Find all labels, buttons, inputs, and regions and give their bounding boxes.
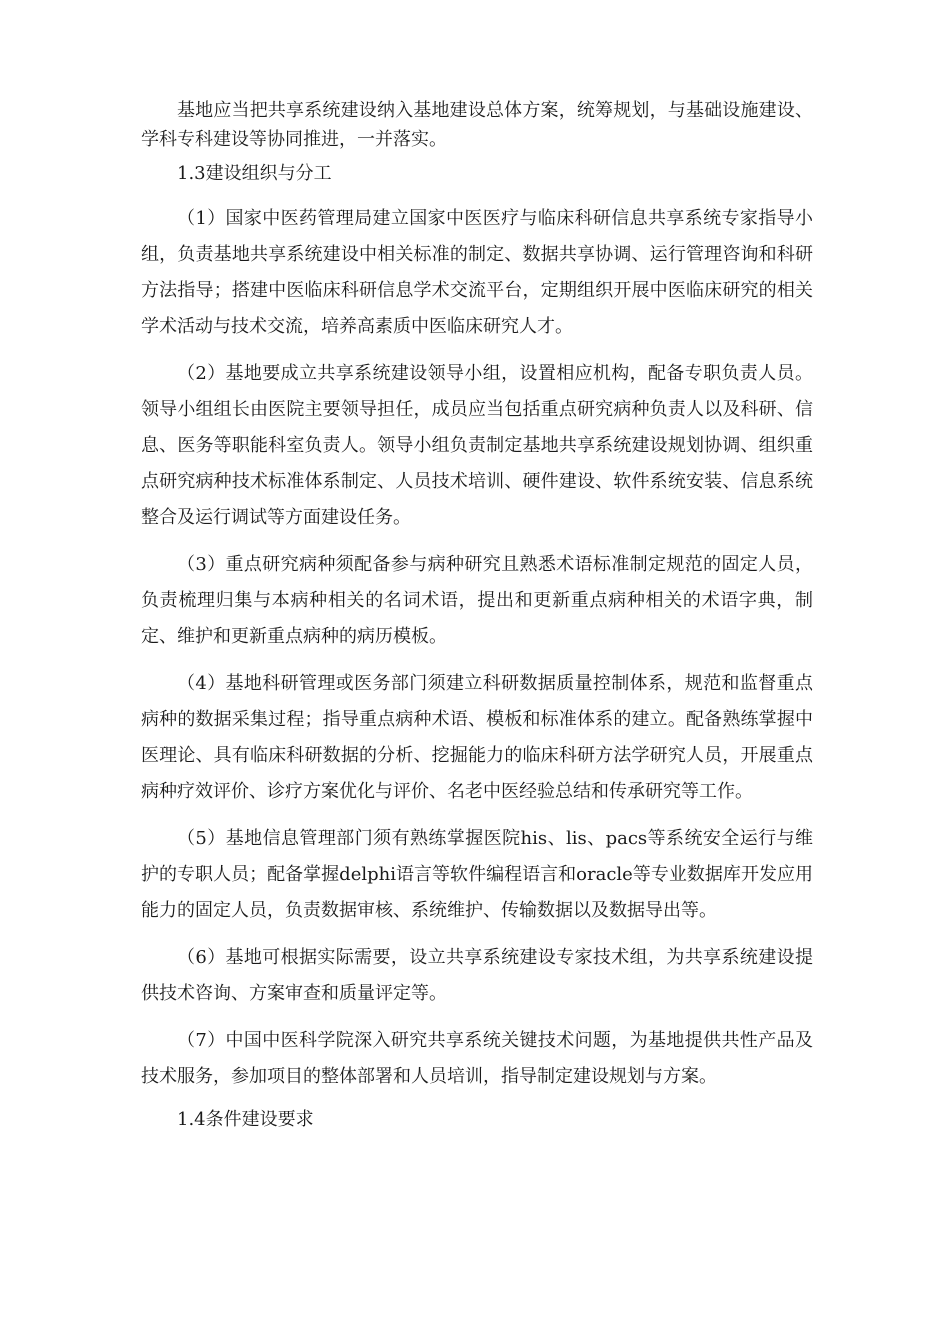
list-item-1: （1）国家中医药管理局建立国家中医医疗与临床科研信息共享系统专家指导小组，负责基地共享系统建设中相关标准的制定、数据共享协调、运行管理咨询和科研方法指导；搭建中医临床科研信息学术交流平台，定期组织开展中医临床研究的相关学术活动与技术交流，培养高素质中医临床研究人才。 <box>141 208 813 337</box>
intro-paragraph: 基地应当把共享系统建设纳入基地建设总体方案，统筹规划，与基础设施建设、学科专科建设等协同推进，一并落实。 <box>141 100 813 150</box>
list-item-3: （3）重点研究病种须配备参与病种研究且熟悉术语标准制定规范的固定人员，负责梳理归集与本病种相关的名词术语，提出和更新重点病种相关的术语字典，制定、维护和更新重点病种的病历模板。 <box>141 554 813 647</box>
list-item-4: （4）基地科研管理或医务部门须建立科研数据质量控制体系，规范和监督重点病种的数据采集过程；指导重点病种术语、模板和标准体系的建立。配备熟练掌握中医理论、具有临床科研数据的分析、挖掘能力的临床科研方法学研究人员，开展重点病种疗效评价、诊疗方案优化与评价、名老中医经验总结和传承研究等工作。 <box>141 673 813 802</box>
list-item-7: （7）中国中医科学院深入研究共享系统关键技术问题，为基地提供共性产品及技术服务，参加项目的整体部署和人员培训，指导制定建设规划与方案。 <box>141 1030 813 1087</box>
section-heading-1-3: 1.3建设组织与分工 <box>177 163 332 184</box>
section-heading-1-4: 1.4条件建设要求 <box>177 1109 314 1130</box>
list-item-2: （2）基地要成立共享系统建设领导小组，设置相应机构，配备专职负责人员。领导小组组长由医院主要领导担任，成员应当包括重点研究病种负责人以及科研、信息、医务等职能科室负责人。领导小组负责制定基地共享系统建设规划协调、组织重点研究病种技术标准体系制定、人员技术培训、硬件建设、软件系统安装、信息系统整合及运行调试等方面建设任务。 <box>141 363 813 528</box>
document-page <box>141 96 813 1136</box>
list-item-5: （5）基地信息管理部门须有熟练掌握医院his、lis、pacs等系统安全运行与维护的专职人员；配备掌握delphi语言等软件编程语言和oracle等专业数据库开发应用能力的固定人员，负责数据审核、系统维护、传输数据以及数据导出等。 <box>141 828 813 921</box>
list-item-6: （6）基地可根据实际需要，设立共享系统建设专家技术组，为共享系统建设提供技术咨询、方案审查和质量评定等。 <box>141 947 813 1004</box>
